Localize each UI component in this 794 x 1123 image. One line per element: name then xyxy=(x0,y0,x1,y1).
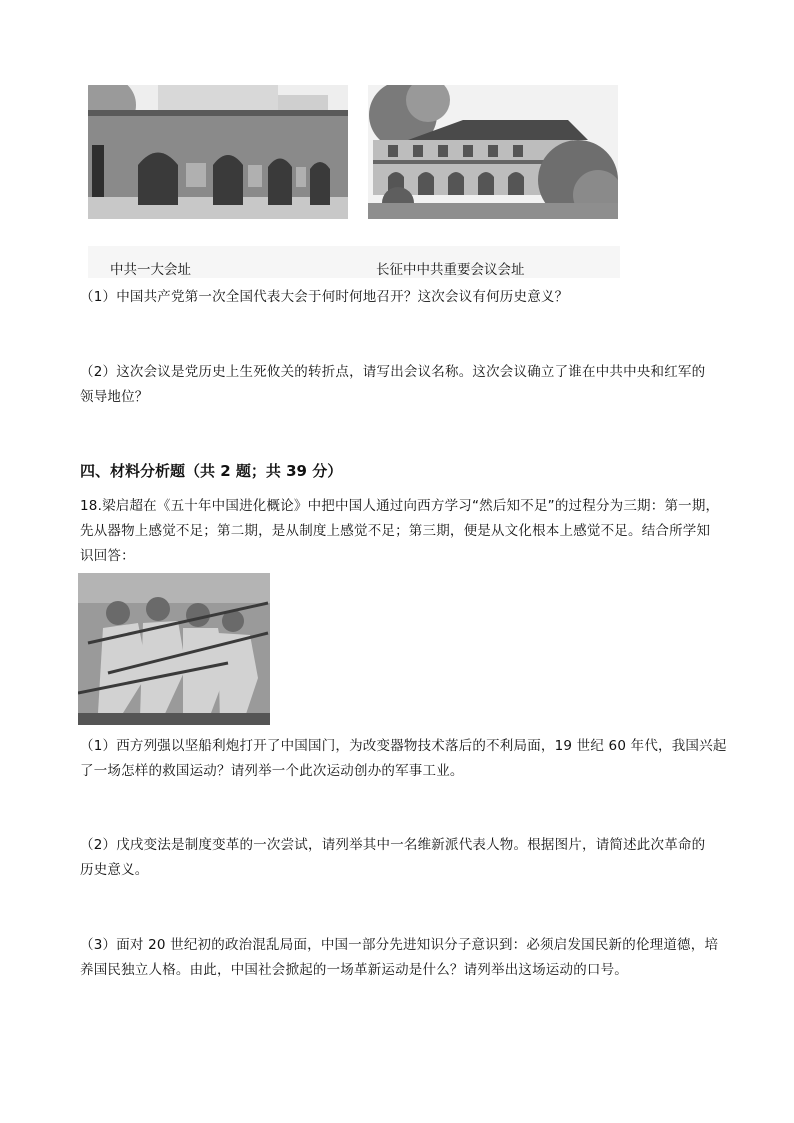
right-photo-caption: 长征中中共重要会议会址 xyxy=(376,262,525,278)
first-congress-site-photo xyxy=(88,85,348,219)
q17-part2-line2: 领导地位？ xyxy=(80,389,149,405)
left-photo-caption: 中共一大会址 xyxy=(110,262,191,278)
long-march-meeting-site-photo xyxy=(368,85,618,219)
q18-part1-line2: 了一场怎样的救国运动？请列举一个此次运动创办的军事工业。 xyxy=(80,763,464,779)
revolution-relief-image xyxy=(78,573,270,725)
section-heading: 四、材料分析题（共 2 题；共 39 分） xyxy=(80,462,343,480)
q17-part1: （1）中国共产党第一次全国代表大会于何时何地召开？这次会议有何历史意义？ xyxy=(80,289,569,305)
q18-part2-line2: 历史意义。 xyxy=(80,862,149,878)
q18-part2-line1: （2）戊戌变法是制度变革的一次尝试，请列举其中一名维新派代表人物。根据图片，请简述此次革命的 xyxy=(80,837,706,853)
q18-part3-line2: 养国民独立人格。由此，中国社会掀起的一场革新运动是什么？请列举出这场运动的口号。 xyxy=(80,962,628,978)
q17-part2-line1: （2）这次会议是党历史上生死攸关的转折点，请写出会议名称。这次会议确立了谁在中共中央和红军的 xyxy=(80,364,706,380)
q18-stem-line2: 先从器物上感觉不足；第二期，是从制度上感觉不足；第三期，便是从文化根本上感觉不足。结合所学知 xyxy=(80,523,711,539)
q18-stem-line3: 识回答： xyxy=(80,548,135,564)
q18-part3-line1: （3）面对 20 世纪初的政治混乱局面，中国一部分先进知识分子意识到：必须启发国民新的伦理道德，培 xyxy=(80,937,719,953)
q18-stem-line1: 18.梁启超在《五十年中国进化概论》中把中国人通过向西方学习“然后知不足”的过程分为三期：第一期， xyxy=(80,498,720,514)
q18-part1-line1: （1）西方列强以坚船利炮打开了中国国门，为改变器物技术落后的不利局面，19 世纪 60 年代，我国兴起 xyxy=(80,738,727,754)
